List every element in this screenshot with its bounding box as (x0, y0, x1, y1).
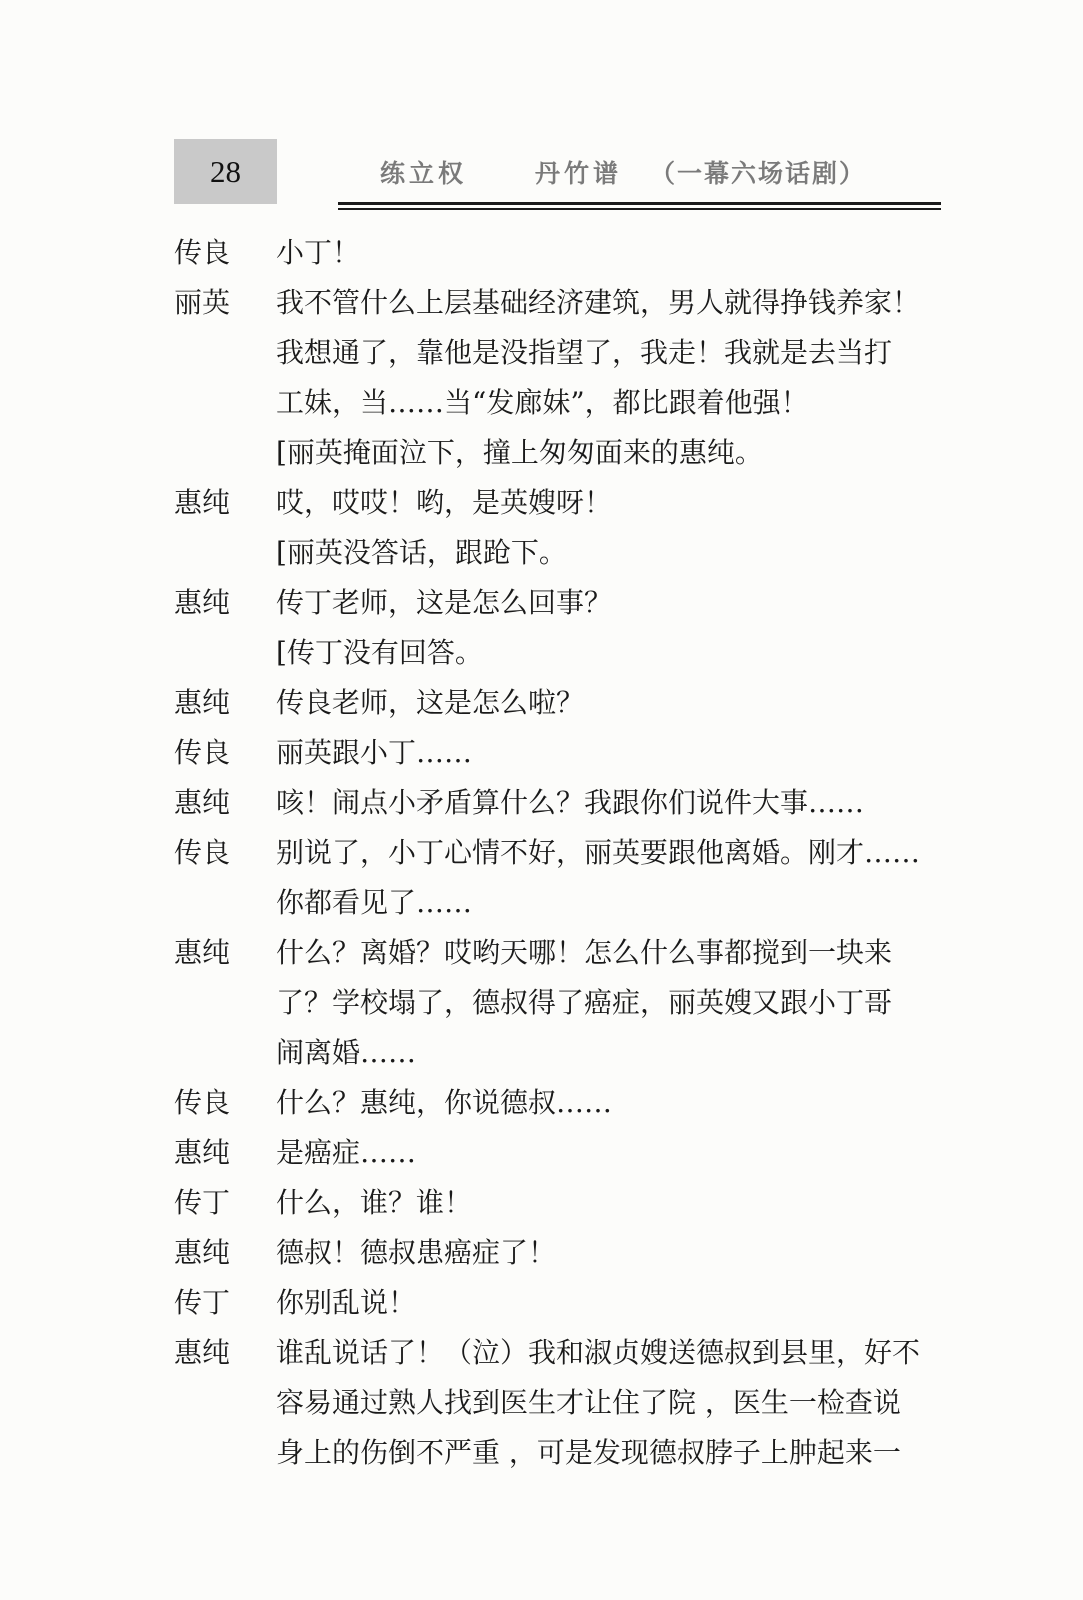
dialogue-line: 小丁！ (276, 236, 361, 269)
dialogue-line: 德叔！德叔患癌症了！ (276, 1236, 557, 1269)
dialogue-lines (276, 1328, 954, 1478)
dialogue-line: 丽英跟小丁…… (276, 736, 473, 769)
speaker-name: 惠纯 (174, 1236, 231, 1269)
header-double-rule (338, 202, 941, 210)
dialogue-lines (276, 1078, 954, 1128)
dialogue-entry (174, 928, 954, 1078)
dialogue-entry (174, 1278, 954, 1328)
dialogue-lines (276, 928, 954, 1078)
speaker-name: 传丁 (174, 1286, 231, 1319)
dialogue-line: 别说了，小丁心情不好，丽英要跟他离婚。刚才…… (276, 836, 921, 869)
page-number: 28 (210, 153, 241, 189)
dialogue-line: 工妹，当……当“发廊妹”，都比跟着他强！ (276, 386, 809, 419)
dialogue-lines (276, 228, 954, 278)
speaker-name: 惠纯 (174, 786, 231, 819)
stage-direction-line: [丽英没答话，跟跄下。 (276, 536, 567, 569)
dialogue-line: 容易通过熟人找到医生才让住了院 ，医生一检查说 (276, 1386, 901, 1419)
dialogue-line: 了？学校塌了，德叔得了癌症，丽英嫂又跟小丁哥 (276, 986, 893, 1019)
dialogue-line: 什么？离婚？哎哟天哪！怎么什么事都搅到一块来 (276, 936, 893, 969)
speaker-name (174, 528, 276, 578)
stage-direction-line: [丽英掩面泣下，撞上匆匆面来的惠纯。 (276, 436, 763, 469)
dialogue-entry (174, 1228, 954, 1278)
dialogue-line: 哎，哎哎！哟，是英嫂呀！ (276, 486, 613, 519)
dialogue-entry (174, 778, 954, 828)
dialogue-entry (174, 828, 954, 928)
dialogue-lines (276, 1228, 954, 1278)
dialogue-lines (276, 728, 954, 778)
dialogue-line: 你别乱说！ (276, 1286, 417, 1319)
stage-direction-entry (174, 628, 954, 678)
dialogue-entry (174, 478, 954, 528)
dialogue-lines (276, 428, 954, 478)
dialogue-lines (276, 678, 954, 728)
speaker-name: 惠纯 (174, 1136, 231, 1169)
script-body (174, 228, 954, 1478)
speaker-name: 惠纯 (174, 486, 231, 519)
dialogue-line: 闹离婚…… (276, 1036, 417, 1069)
header-title: 丹竹谱 (535, 159, 623, 188)
stage-direction-entry (174, 428, 954, 478)
speaker-name: 传良 (174, 1086, 231, 1119)
dialogue-entry (174, 1328, 954, 1478)
speaker-name: 传良 (174, 836, 231, 869)
dialogue-line: 身上的伤倒不严重 ，可是发现德叔脖子上肿起来一 (276, 1436, 901, 1469)
speaker-name: 惠纯 (174, 1336, 231, 1369)
dialogue-line: 你都看见了…… (276, 886, 473, 919)
running-header (338, 150, 938, 194)
dialogue-lines (276, 528, 954, 578)
dialogue-entry (174, 278, 954, 428)
dialogue-lines (276, 1178, 954, 1228)
speaker-name: 传良 (174, 736, 231, 769)
stage-direction-line: [传丁没有回答。 (276, 636, 483, 669)
dialogue-entry (174, 1128, 954, 1178)
speaker-name: 惠纯 (174, 936, 231, 969)
dialogue-line: 什么，谁？谁！ (276, 1186, 473, 1219)
dialogue-line: 是癌症…… (276, 1136, 417, 1169)
speaker-name (174, 428, 276, 478)
page-number-box (174, 139, 277, 204)
dialogue-lines (276, 628, 954, 678)
speaker-name (174, 628, 276, 678)
header-subtitle: （一幕六场话剧） (650, 159, 867, 188)
dialogue-lines (276, 1278, 954, 1328)
dialogue-entry (174, 678, 954, 728)
dialogue-lines (276, 778, 954, 828)
speaker-name: 惠纯 (174, 586, 231, 619)
dialogue-entry (174, 1078, 954, 1128)
dialogue-lines (276, 278, 954, 428)
dialogue-line: 我不管什么上层基础经济建筑，男人就得挣钱养家！ (276, 286, 921, 319)
dialogue-entry (174, 728, 954, 778)
speaker-name: 丽英 (174, 286, 231, 319)
speaker-name: 惠纯 (174, 686, 231, 719)
header-author: 练立权 (380, 159, 468, 188)
dialogue-line: 我想通了，靠他是没指望了，我走！我就是去当打 (276, 336, 893, 369)
dialogue-line: 传丁老师，这是怎么回事？ (276, 586, 613, 619)
stage-direction-entry (174, 528, 954, 578)
dialogue-lines (276, 828, 954, 928)
speaker-name: 传丁 (174, 1186, 231, 1219)
dialogue-line: 谁乱说话了！（泣）我和淑贞嫂送德叔到县里，好不 (276, 1336, 921, 1369)
dialogue-lines (276, 578, 954, 628)
speaker-name: 传良 (174, 236, 231, 269)
dialogue-entry (174, 578, 954, 628)
dialogue-lines (276, 478, 954, 528)
dialogue-line: 什么？惠纯，你说德叔…… (276, 1086, 613, 1119)
dialogue-entry (174, 228, 954, 278)
dialogue-line: 咳！闹点小矛盾算什么？我跟你们说件大事…… (276, 786, 865, 819)
dialogue-lines (276, 1128, 954, 1178)
dialogue-line: 传良老师，这是怎么啦？ (276, 686, 585, 719)
dialogue-entry (174, 1178, 954, 1228)
